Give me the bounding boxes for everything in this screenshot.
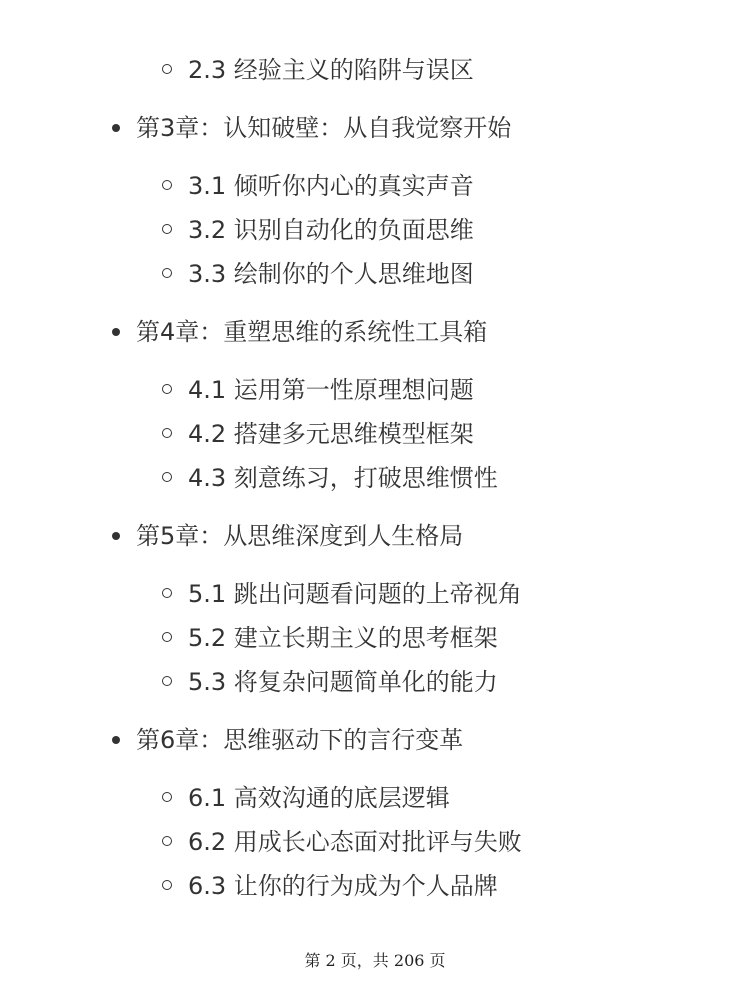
toc-subsection[interactable] bbox=[0, 412, 750, 456]
toc-chapter bbox=[0, 718, 750, 908]
toc-chapter-heading[interactable] bbox=[0, 514, 750, 558]
filled-bullet-icon bbox=[112, 532, 120, 540]
toc-subsection-label: 4.3 刻意练习，打破思维惯性 bbox=[188, 464, 498, 492]
toc-subsection-label: 3.3 绘制你的个人思维地图 bbox=[188, 260, 474, 288]
toc-subsection-label: 6.3 让你的行为成为个人品牌 bbox=[188, 872, 498, 900]
toc-chapter bbox=[0, 106, 750, 296]
toc-subsection[interactable] bbox=[0, 48, 750, 92]
hollow-bullet-icon bbox=[162, 64, 172, 74]
toc-subsection-label: 3.1 倾听你内心的真实声音 bbox=[188, 172, 474, 200]
table-of-contents bbox=[0, 48, 750, 908]
toc-subsection[interactable] bbox=[0, 864, 750, 908]
hollow-bullet-icon bbox=[162, 632, 172, 642]
toc-chapter-title: 第6章：思维驱动下的言行变革 bbox=[136, 726, 464, 754]
toc-chapter-heading[interactable] bbox=[0, 310, 750, 354]
toc-subsection[interactable] bbox=[0, 456, 750, 500]
hollow-bullet-icon bbox=[162, 836, 172, 846]
toc-subsection-label: 6.2 用成长心态面对批评与失败 bbox=[188, 828, 522, 856]
toc-chapter bbox=[0, 310, 750, 500]
hollow-bullet-icon bbox=[162, 588, 172, 598]
toc-subsection-label: 5.1 跳出问题看问题的上帝视角 bbox=[188, 580, 522, 608]
toc-chapter-heading[interactable] bbox=[0, 718, 750, 762]
toc-chapter-title: 第5章：从思维深度到人生格局 bbox=[136, 522, 464, 550]
toc-subsection-label: 5.2 建立长期主义的思考框架 bbox=[188, 624, 498, 652]
hollow-bullet-icon bbox=[162, 472, 172, 482]
toc-chapter bbox=[0, 514, 750, 704]
hollow-bullet-icon bbox=[162, 268, 172, 278]
toc-subsection[interactable] bbox=[0, 660, 750, 704]
toc-subsection-label: 6.1 高效沟通的底层逻辑 bbox=[188, 784, 450, 812]
filled-bullet-icon bbox=[112, 124, 120, 132]
toc-subsection[interactable] bbox=[0, 616, 750, 660]
toc-chapter-heading[interactable] bbox=[0, 106, 750, 150]
toc-subsection-list bbox=[0, 776, 750, 908]
hollow-bullet-icon bbox=[162, 792, 172, 802]
toc-subsection-label: 2.3 经验主义的陷阱与误区 bbox=[188, 56, 474, 84]
toc-subsection-label: 5.3 将复杂问题简单化的能力 bbox=[188, 668, 498, 696]
toc-subsection[interactable] bbox=[0, 776, 750, 820]
filled-bullet-icon bbox=[112, 736, 120, 744]
filled-bullet-icon bbox=[112, 328, 120, 336]
hollow-bullet-icon bbox=[162, 384, 172, 394]
toc-subsection[interactable] bbox=[0, 820, 750, 864]
toc-subsection-list bbox=[0, 164, 750, 296]
toc-subsection[interactable] bbox=[0, 208, 750, 252]
toc-subsection-label: 4.1 运用第一性原理想问题 bbox=[188, 376, 474, 404]
toc-subsection[interactable] bbox=[0, 572, 750, 616]
toc-subsection[interactable] bbox=[0, 368, 750, 412]
hollow-bullet-icon bbox=[162, 880, 172, 890]
toc-chapter-title: 第3章：认知破壁：从自我觉察开始 bbox=[136, 114, 512, 142]
toc-subsection-list bbox=[0, 572, 750, 704]
toc-subsection-label: 4.2 搭建多元思维模型框架 bbox=[188, 420, 474, 448]
hollow-bullet-icon bbox=[162, 676, 172, 686]
toc-subsection[interactable] bbox=[0, 252, 750, 296]
hollow-bullet-icon bbox=[162, 224, 172, 234]
toc-subsection[interactable] bbox=[0, 164, 750, 208]
toc-chapter-title: 第4章：重塑思维的系统性工具箱 bbox=[136, 318, 488, 346]
toc-subsection-list bbox=[0, 368, 750, 500]
page-number-footer: 第 2 页，共 206 页 bbox=[304, 951, 446, 970]
hollow-bullet-icon bbox=[162, 428, 172, 438]
toc-subsection-label: 3.2 识别自动化的负面思维 bbox=[188, 216, 474, 244]
hollow-bullet-icon bbox=[162, 180, 172, 190]
